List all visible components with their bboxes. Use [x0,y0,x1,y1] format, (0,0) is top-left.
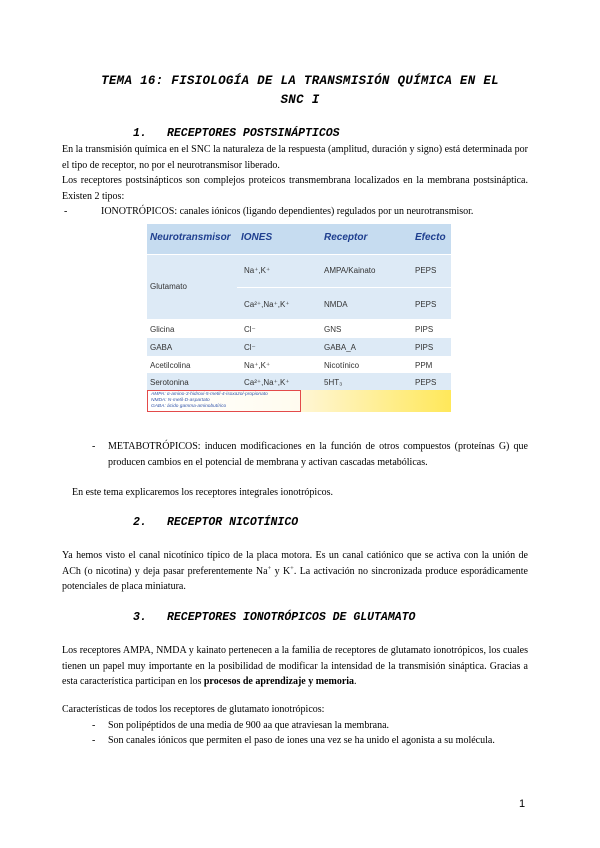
table-cell: PEPS [415,300,437,309]
table-cell: Cl⁻ [244,325,256,334]
table-header-cell: IONES [241,232,273,243]
bullet-dash: - [92,735,96,746]
footnote-box [147,390,301,412]
paragraph [62,548,528,595]
table-row [147,338,451,356]
table-cell: AMPA/Kainato [324,266,376,275]
document-title [70,72,530,110]
paragraph: Los receptores postsinápticos son complejos proteicos transmembrana localizados en la membrana postsináptica. Existen 2 tipos: [62,175,528,202]
table-row [147,373,451,390]
paragraph: En este tema explicaremos los receptores integrales ionotrópicos. [72,487,334,498]
text-run: . [354,676,357,687]
table-cell: Serotonina [150,378,189,387]
table-cell: PEPS [415,378,437,387]
table-cell: Cl⁻ [244,343,256,352]
table-cell: PPM [415,361,433,370]
table-cell: GNS [324,325,342,334]
table-header-cell: Receptor [324,232,368,243]
section-3-heading [133,611,415,624]
table-cell: Glicina [150,325,175,334]
table-cell: NMDA [324,300,348,309]
paragraph: En la transmisión química en el SNC la naturaleza de la respuesta (amplitud, duración y signo) está determinada por el tipo de receptor, no por el neurotransmisor liberado. [62,144,528,171]
table-cell: Ca²⁺,Na⁺,K⁺ [244,378,290,387]
text-run: Los receptores AMPA, NMDA y kainato pertenecen a la familia de receptores de glutamato ionotrópicos, los cuales tienen un papel muy importante en la posibilidad de modificar la intensidad de la transmisión sináptica. Gracias a esta característica participan en los [62,645,528,687]
superscript: + [267,564,272,572]
bullet-dash: - [92,720,96,731]
section-2-heading [133,516,298,529]
table-cell: 5HT₃ [324,378,343,387]
section-title: RECEPTORES POSTSINÁPTICOS [167,127,340,140]
receptor-table-image [147,224,451,412]
footnote-text: AMPA: α-amino-3-hidroxi-5-metil-4-isoxazol-propionato [151,392,268,397]
table-header-row [147,224,451,254]
title-line-1: TEMA 16: FISIOLOGÍA DE LA TRANSMISIÓN QUÍMICA EN EL [101,74,499,88]
section-number: 3. [133,611,147,624]
bullet-dash: - [92,441,96,452]
bullet-dash: - [64,206,68,217]
table-cell: PEPS [415,266,437,275]
text-run: Ya hemos visto el canal nicotínico típico de la placa motora. Es un canal catiónico que se activa con la unión de ACh (o nicotina) y deja pasar preferentemente Na [62,550,528,577]
section-number: 1. [133,127,147,140]
text-run: . La activación no sincronizada produce esporádicamente potenciales de placa miniatura. [62,565,528,592]
table-cell: PIPS [415,343,434,352]
page-number: 1 [519,798,526,810]
table-cell: Glutamato [150,282,187,291]
bullet-text: Son polipéptidos de una media de 900 aa que atraviesan la membrana. [108,720,390,731]
section-1-heading [133,127,340,140]
title-line-2: SNC I [280,93,320,107]
bullet-text: Son canales iónicos que permiten el paso de iones una vez se ha unido el agonista a su molécula. [108,735,495,746]
table-header-cell: Neurotransmisor [150,232,231,243]
text-run: y K [271,565,291,577]
section-title: RECEPTOR NICOTÍNICO [167,516,299,529]
table-cell: Acetilcolina [150,361,191,370]
footnote-text: NMDA: N-metil-D-aspartato [151,398,210,403]
bold-text: procesos de aprendizaje y memoria [203,676,355,687]
table-row [147,356,451,373]
table-cell: GABA [150,343,173,352]
table-cell: Na⁺,K⁺ [244,266,271,275]
footnote-text: GABA: ácido gamma-aminobutírico [151,404,227,409]
table-cell: Nicotínico [324,361,360,370]
table-cell: PIPS [415,325,434,334]
table-footnote-area [147,390,451,412]
table-cell: GABA_A [324,343,357,352]
section-title: RECEPTORES IONOTRÓPICOS DE GLUTAMATO [167,611,416,624]
bullet-text: METABOTRÓPICOS: inducen modificaciones en la función de otros compuestos (proteínas G) que producen cambios en el potencial de membrana y activan cascadas metabólicas. [108,441,528,468]
table-cell: Ca²⁺,Na⁺,K⁺ [244,300,290,309]
superscript: + [290,564,294,572]
table-row [147,320,451,338]
paragraph [62,643,528,690]
paragraph: Características de todos los receptores de glutamato ionotrópicos: [62,704,325,715]
bullet-text: IONOTRÓPICOS: canales iónicos (ligando dependientes) regulados por un neurotransmisor. [101,206,474,217]
section-number: 2. [133,516,147,529]
table-cell: Na⁺,K⁺ [244,361,271,370]
table-header-cell: Efecto [415,232,446,243]
